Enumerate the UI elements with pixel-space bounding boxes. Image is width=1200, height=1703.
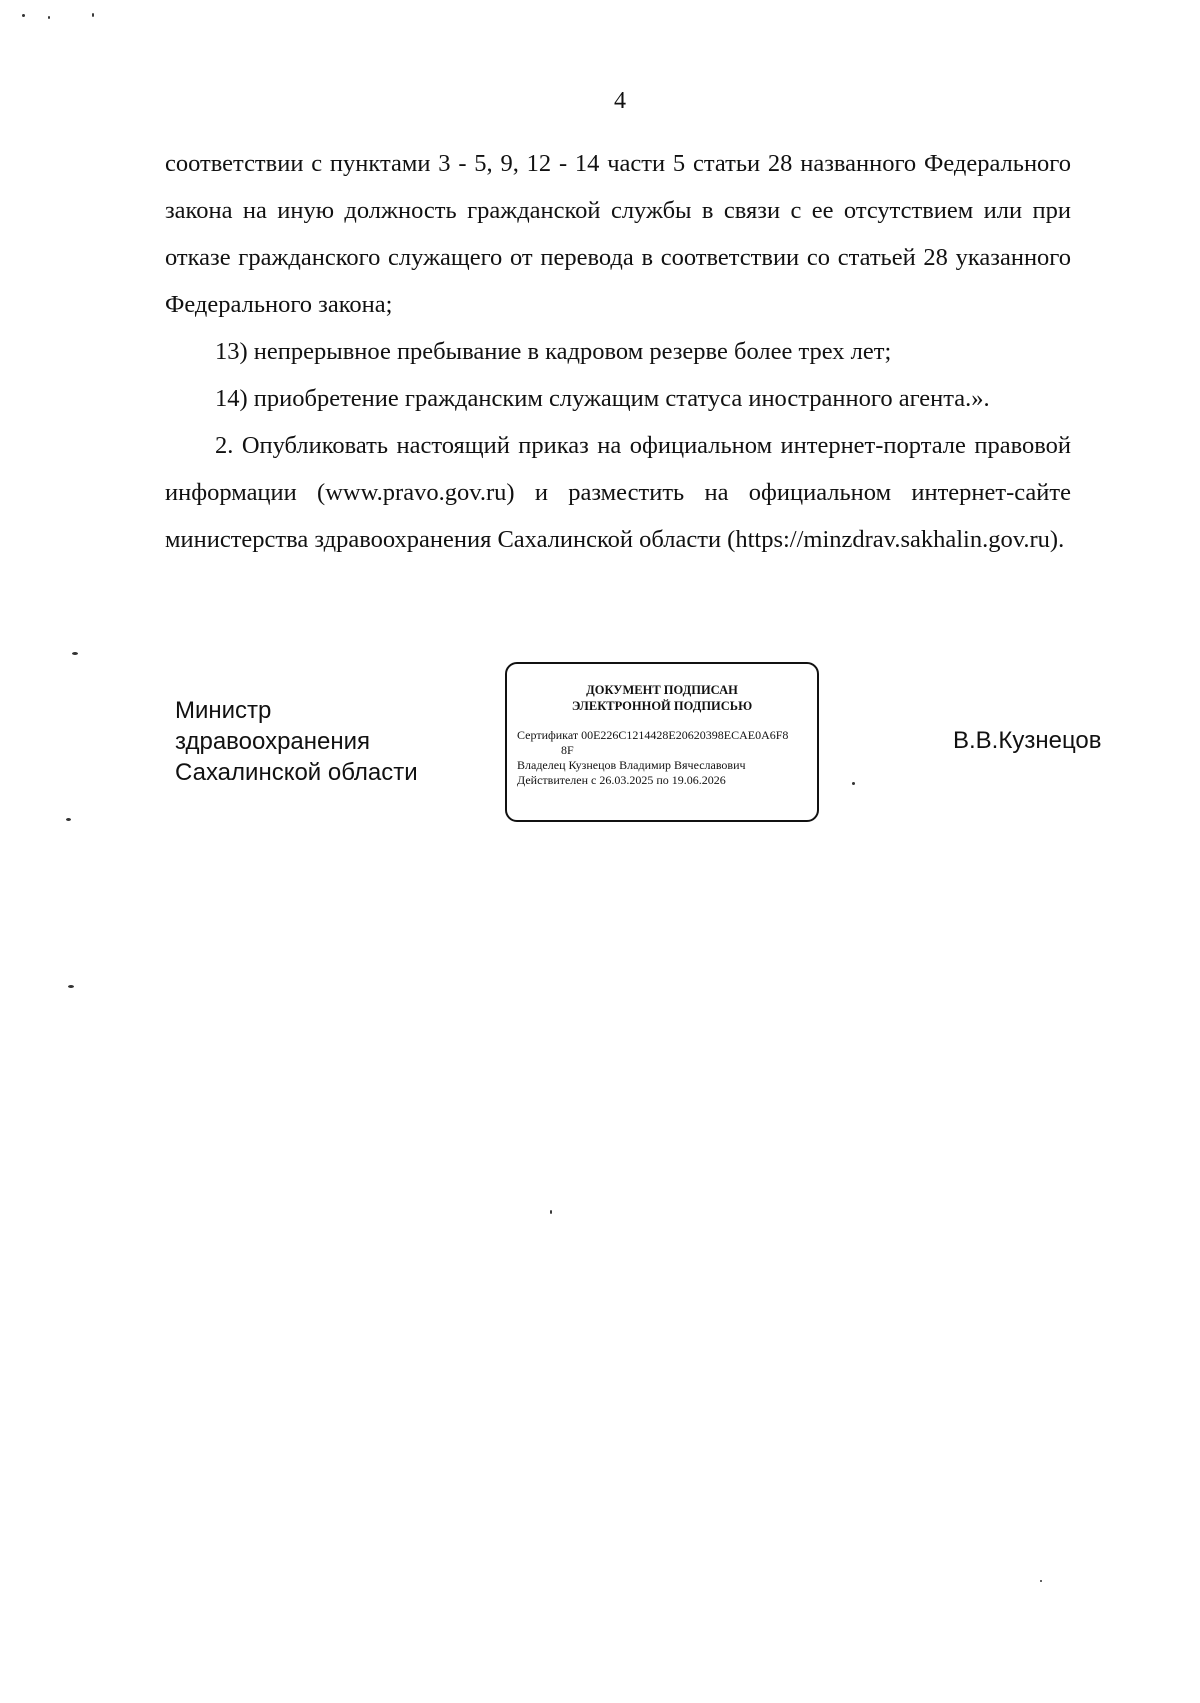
position-line: Сахалинской области (175, 759, 418, 786)
stamp-title (517, 682, 807, 714)
scan-speck (66, 818, 71, 821)
stamp-certificate: Сертификат 00E226C1214428E20620398ECAE0A6F8 (517, 728, 789, 742)
stamp-validity: Действителен с 26.03.2025 по 19.06.2026 (517, 773, 726, 787)
stamp-certificate-continuation: 8F (561, 743, 574, 757)
document-body (165, 140, 1071, 563)
scan-speck (68, 985, 74, 988)
stamp-owner: Владелец Кузнецов Владимир Вячеславович (517, 758, 746, 772)
electronic-signature-stamp (505, 662, 819, 822)
scan-speck (1040, 1580, 1042, 1582)
position-line: здравоохранения (175, 728, 371, 755)
signatory-position (175, 695, 418, 788)
paragraph-item-13: 13) непрерывное пребывание в кадровом резерве более трех лет; (215, 338, 892, 365)
scan-speck (48, 16, 50, 19)
page-number: 4 (614, 88, 626, 114)
paragraph-continuation: соответствии с пунктами 3 - 5, 9, 12 - 14 части 5 статьи 28 названного Федерального закона на иную должность гражданской службы в связи с ее отсутствием или при отказе гражданского служащего от перевода в соответствии со статьей 28 указанного Федерального закона; (165, 150, 1071, 318)
stamp-title-line: ДОКУМЕНТ ПОДПИСАН (586, 683, 738, 697)
paragraph-item-14: 14) приобретение гражданским служащим статуса иностранного агента.». (215, 385, 990, 412)
position-line: Министр (175, 697, 272, 724)
scan-speck (852, 782, 855, 785)
scan-speck (550, 1210, 552, 1214)
scan-speck (72, 652, 78, 655)
signer-name: В.В.Кузнецов (953, 727, 1102, 754)
scan-speck (92, 13, 94, 17)
stamp-title-line: ЭЛЕКТРОННОЙ ПОДПИСЬЮ (571, 699, 753, 713)
paragraph-point-2: 2. Опубликовать настоящий приказ на официальном интернет-портале правовой информации (www.pravo.gov.ru) и разместить на официальном интернет-сайте министерства здравоохранения Сахалинской области (https://minzdrav.sakhalin.gov.ru). (165, 432, 1071, 553)
scan-speck (22, 14, 25, 17)
